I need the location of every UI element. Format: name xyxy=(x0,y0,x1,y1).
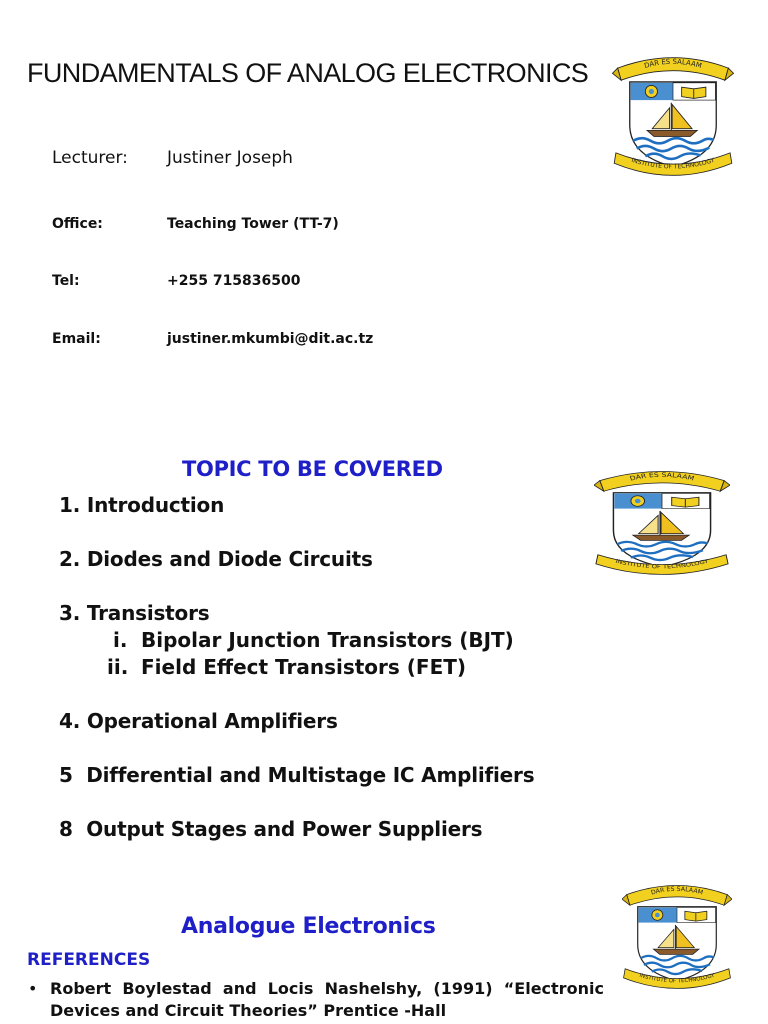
topic-item: 1. Introduction xyxy=(59,493,225,517)
lecturer-label: Lecturer: xyxy=(52,148,128,168)
ref-word: and xyxy=(222,979,257,998)
logo-top-text: DAR ES SALAAM xyxy=(643,57,703,71)
subtopic-number: ii. xyxy=(107,655,129,679)
topics-heading: TOPIC TO BE COVERED xyxy=(182,457,443,481)
bullet: • xyxy=(28,979,38,998)
ref-word: (1991) xyxy=(433,979,493,998)
ref-word: “Electronic xyxy=(503,979,604,998)
ref-word: Nashelshy, xyxy=(324,979,423,998)
email-value: justiner.mkumbi@dit.ac.tz xyxy=(167,331,374,347)
topic-item: 3. Transistors xyxy=(59,601,210,625)
institute-logo-icon xyxy=(622,884,732,996)
logo-top-text: DAR ES SALAAM xyxy=(650,885,704,897)
subtopic-number: i. xyxy=(113,628,128,652)
ref-word: Locis xyxy=(267,979,314,998)
ref-word: Boylestad xyxy=(122,979,212,998)
logo-bottom-text: INSTITUTE OF TECHNOLOGY xyxy=(638,972,716,985)
office-label: Office: xyxy=(52,216,103,232)
subtopic-item: Bipolar Junction Transistors (BJT) xyxy=(141,628,514,652)
topic-item: 5 Differential and Multistage IC Amplifiers xyxy=(59,763,535,787)
logo-top-text: DAR ES SALAAM xyxy=(628,471,696,483)
logo-bottom-text: INSTITUTE OF TECHNOLOGY xyxy=(630,156,716,171)
institute-logo-icon xyxy=(594,470,730,582)
references-heading: REFERENCES xyxy=(27,950,151,970)
ref-word: Robert xyxy=(50,979,112,998)
reference-line xyxy=(50,979,604,998)
lecturer-name: Justiner Joseph xyxy=(167,148,293,168)
logo-bottom-text: INSTITUTE OF TECHNOLOGY xyxy=(614,558,710,571)
subtopic-item: Field Effect Transistors (FET) xyxy=(141,655,467,679)
email-label: Email: xyxy=(52,331,101,347)
institute-logo-icon xyxy=(608,56,738,184)
tel-label: Tel: xyxy=(52,273,80,289)
topic-item: 2. Diodes and Diode Circuits xyxy=(59,547,373,571)
section-title: Analogue Electronics xyxy=(181,914,436,939)
tel-value: +255 715836500 xyxy=(167,273,301,289)
topic-item: 4. Operational Amplifiers xyxy=(59,709,338,733)
office-value: Teaching Tower (TT-7) xyxy=(167,216,339,232)
topic-item: 8 Output Stages and Power Suppliers xyxy=(59,817,483,841)
page-title: FUNDAMENTALS OF ANALOG ELECTRONICS xyxy=(27,58,589,88)
reference-line: Devices and Circuit Theories” Prentice -Hall xyxy=(50,1001,447,1020)
